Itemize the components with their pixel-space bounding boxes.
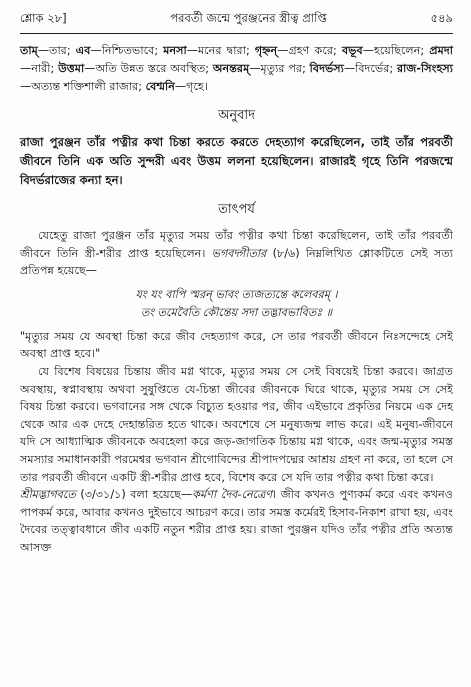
synonym-word: বভূব xyxy=(341,44,363,57)
synonym-word: অনন্তরম্ xyxy=(212,62,250,75)
synonym-word: মনসা xyxy=(163,44,187,57)
synonym-meaning: —অতি উন্নত স্তরে অবস্থিত; xyxy=(84,62,213,75)
page-number: ৫৪৯ xyxy=(430,11,453,25)
synonym-word: এব xyxy=(75,44,91,57)
synonym-word: উত্তমা xyxy=(58,62,85,75)
synonym-meaning: —নারী; xyxy=(20,62,59,75)
synonym-meaning: —মৃত্যুর পর; xyxy=(249,62,310,75)
synonym-word: গৃহ্নন্ xyxy=(254,44,278,57)
synonym-meaning: —অত্যন্ত শক্তিশালী রাজার; xyxy=(20,80,146,93)
purport-paragraph-3 xyxy=(20,486,453,556)
synonym-word: বেশ্মনি xyxy=(145,80,175,93)
book-reference-bhagavatam: শ্রীমদ্ভাগবতে xyxy=(20,488,76,502)
verse-line-1: যং যং বাপি স্মরন্ ভাবং ত্যজত্যন্তে কলেবরম্ । xyxy=(135,287,338,301)
verse-line-2: তং তমেবৈতি কৌন্তেয় সদা তদ্ভাবভাবিতঃ ॥ xyxy=(140,305,333,319)
purport-intro-ref: (৮/৬) নিম্নলিখিত শ্লোকটিতে সেই সত্য প্রতিপন্ন হয়েছে— xyxy=(20,246,453,278)
synonym-word: প্রমদা xyxy=(429,44,453,57)
verse-translation: "মৃত্যুর সময় যে অবস্থা চিন্তা করে জীব দেহত্যাগ করে, সে তার পরবর্তী জীবনে নিঃসন্দেহে সেই অবস্থা প্রাপ্ত হবে।" xyxy=(20,329,453,361)
synonym-meaning: —মনের দ্বারা; xyxy=(186,44,255,57)
page-header xyxy=(20,10,453,34)
purport-heading: তাৎপর্য xyxy=(218,202,255,217)
book-reference: ভগবদ্গীতার xyxy=(211,246,267,260)
synonym-meaning: —গ্রহণ করে; xyxy=(277,44,342,57)
chapter-title: পরবর্তী জন্মে পুরঞ্জনের স্ত্রীত্ব প্রাপ্তি xyxy=(170,11,327,25)
purport-intro xyxy=(20,227,453,280)
paragraph-text: । জীব কখনও পুণ্যকর্ম করে এবং কখনও পাপকর্ম করে, আবার কখনও দুইভাবে আচরণ করে। তার সমস্ত কর্মেরই হিসাব-নিকাশ রাখা হয়, এবং দৈবের তত্ত্বাবধানে জীব একটি নতুন শরীর প্রাপ্ত হয়। রাজা পুরঞ্জন যদিও তাঁর পত্নীর প্রতি অত্যন্ত আসক্ত xyxy=(20,488,453,554)
synonym-word: রাজ-সিংহস্য xyxy=(397,62,453,75)
reference-text: (৩/৩১/১) বলা হয়েছে— xyxy=(75,488,193,502)
synonym-meaning: —গৃহে। xyxy=(174,80,208,93)
synonym-meaning: —তার; xyxy=(37,44,76,57)
sanskrit-quote: কর্মণা দৈব-নেত্রেণ xyxy=(192,488,273,502)
synonym-meaning: —বিদর্ভের; xyxy=(343,62,397,75)
translation-text: রাজা পুরঞ্জন তাঁর পত্নীর কথা চিন্তা করতে করতে দেহত্যাগ করেছিলেন, তাই তাঁর পরবর্তী জীবনে তিনি এক অতি সুন্দরী এবং উত্তম ললনা হয়েছিলেন। রাজারই গৃহে তিনি পরজন্মে বিদর্ভরাজের কন্যা হন। xyxy=(20,135,453,187)
synonym-meaning: —নিশ্চিতভাবে; xyxy=(90,44,164,57)
synonym-word: বিদর্ভস্য xyxy=(309,62,344,75)
synonym-word: তাম্ xyxy=(20,44,38,57)
sanskrit-verse xyxy=(20,286,453,322)
word-synonyms xyxy=(20,42,453,96)
translation-heading: অনুবাদ xyxy=(218,108,255,123)
synonym-meaning: —হয়েছিলেন; xyxy=(362,44,430,57)
purport-intro-text: যেহেতু রাজা পুরঞ্জন তাঁর মৃত্যুর সময় তাঁর পত্নীর কথা চিন্তা করেছিলেন, তাই তাঁর পরবর্তী জীবনে তিনি স্ত্রী-শরীর প্রাপ্ত হয়েছিলেন। xyxy=(20,229,453,260)
purport-paragraph-2: যে বিশেষ বিষয়ের চিন্তায় জীব মগ্ন থাকে, মৃত্যুর সময় সে সেই বিষয়েই চিন্তা করবে। জাগ্রত অবস্থায়, স্বপ্নাবস্থায় অথবা সুষুপ্তিতে যে-চিন্তা জীবের জীবনকে ঘিরে থাকে, মৃত্যুর সময় সে সেই বিষয় চিন্তা করবে। ভগবানের সঙ্গ থেকে বিচ্যুত হওয়ার পর, জীব এইভাবে প্রকৃতির নিয়মে এক দেহ থেকে আর এক দেহে দেহান্তরিত হতে থাকে। অবশেষে সে মনুষ্যজন্ম লাভ করে। এই মনুষ্য-জীবনে যদি সে আধ্যাত্মিক জীবনকে অবহেলা করে জড়-জাগতিক চিন্তায় মগ্ন থাকে, এবং জন্ম-মৃত্যুর সমস্ত সমস্যার সমাধানকারী পরমেশ্বর ভগবান শ্রীগোবিন্দের শ্রীপাদপদ্মের আশ্রয় গ্রহণ না করে, তা হলে সে তার পরবর্তী জীবনে একটি স্ত্রী-শরীর প্রাপ্ত হবে, বিশেষ করে সে যদি তার পত্নীর কথা চিন্তা করে। xyxy=(20,364,453,484)
verse-number: শ্লোক ২৮] xyxy=(20,11,67,25)
